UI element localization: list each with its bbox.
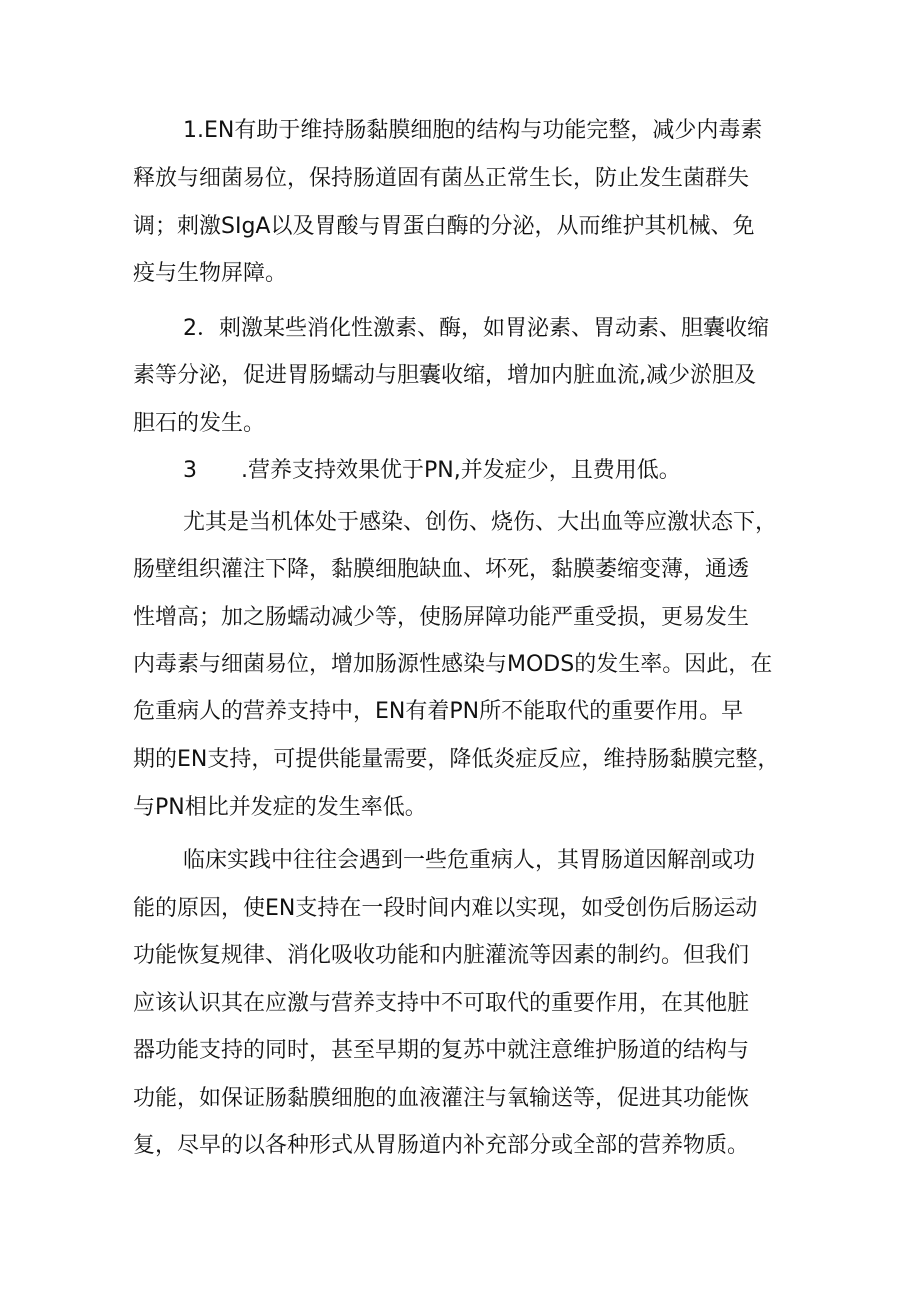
text-line: 调；刺激SIgA以及胃酸与胃蛋白酶的分泌，从而维护其机械、免 [133, 214, 755, 239]
text-line: 功能，如保证肠黏膜细胞的血液灌注与氧输送等，促进其功能恢 [133, 1086, 750, 1111]
text-line: 功能恢复规律、消化吸收功能和内脏灌流等因素的制约。但我们 [133, 943, 750, 968]
text-line: 3 .营养支持效果优于PN,并发症少，且费用低。 [183, 458, 681, 483]
text-line: 与PN相比并发症的发生率低。 [133, 795, 427, 820]
text-line: 危重病人的营养支持中，EN有着PN所不能取代的重要作用。早 [133, 699, 744, 724]
text-line: 器功能支持的同时，甚至早期的复苏中就注意维护肠道的结构与 [133, 1038, 750, 1063]
text-line: 素等分泌，促进胃肠蠕动与胆囊收缩，增加内脏血流,减少淤胆及 [133, 363, 756, 388]
text-line: 疫与生物屏障。 [133, 261, 288, 286]
text-line: 尤其是当机体处于感染、创伤、烧伤、大出血等应激状态下， [183, 510, 778, 535]
text-line: 2．刺激某些消化性激素、酶，如胃泌素、胃动素、胆囊收缩 [183, 316, 769, 341]
text-line: 复，尽早的以各种形式从胃肠道内补充部分或全部的营养物质。 [133, 1133, 750, 1158]
text-line: 肠壁组织灌注下降，黏膜细胞缺血、坏死，黏膜萎缩变薄，通透 [133, 557, 750, 582]
text-line: 1.EN有助于维持肠黏膜细胞的结构与功能完整，减少内毒素 [183, 118, 763, 143]
text-line: 胆石的发生。 [133, 411, 266, 436]
text-line: 释放与细菌易位，保持肠道固有菌丛正常生长，防止发生菌群失 [133, 166, 750, 191]
text-line: 应该认识其在应激与营养支持中不可取代的重要作用，在其他脏 [133, 991, 750, 1016]
text-line: 期的EN支持，可提供能量需要，降低炎症反应，维持肠黏膜完整， [133, 747, 780, 772]
text-line: 内毒素与细菌易位，增加肠源性感染与MODS的发生率。因此，在 [133, 652, 773, 677]
text-line: 性增高；加之肠蠕动减少等，使肠屏障功能严重受损，更易发生 [133, 605, 750, 630]
text-line: 临床实践中往往会遇到一些危重病人，其胃肠道因解剖或功 [183, 848, 756, 873]
text-line: 能的原因，使EN支持在一段时间内难以实现，如受创伤后肠运动 [133, 896, 758, 921]
